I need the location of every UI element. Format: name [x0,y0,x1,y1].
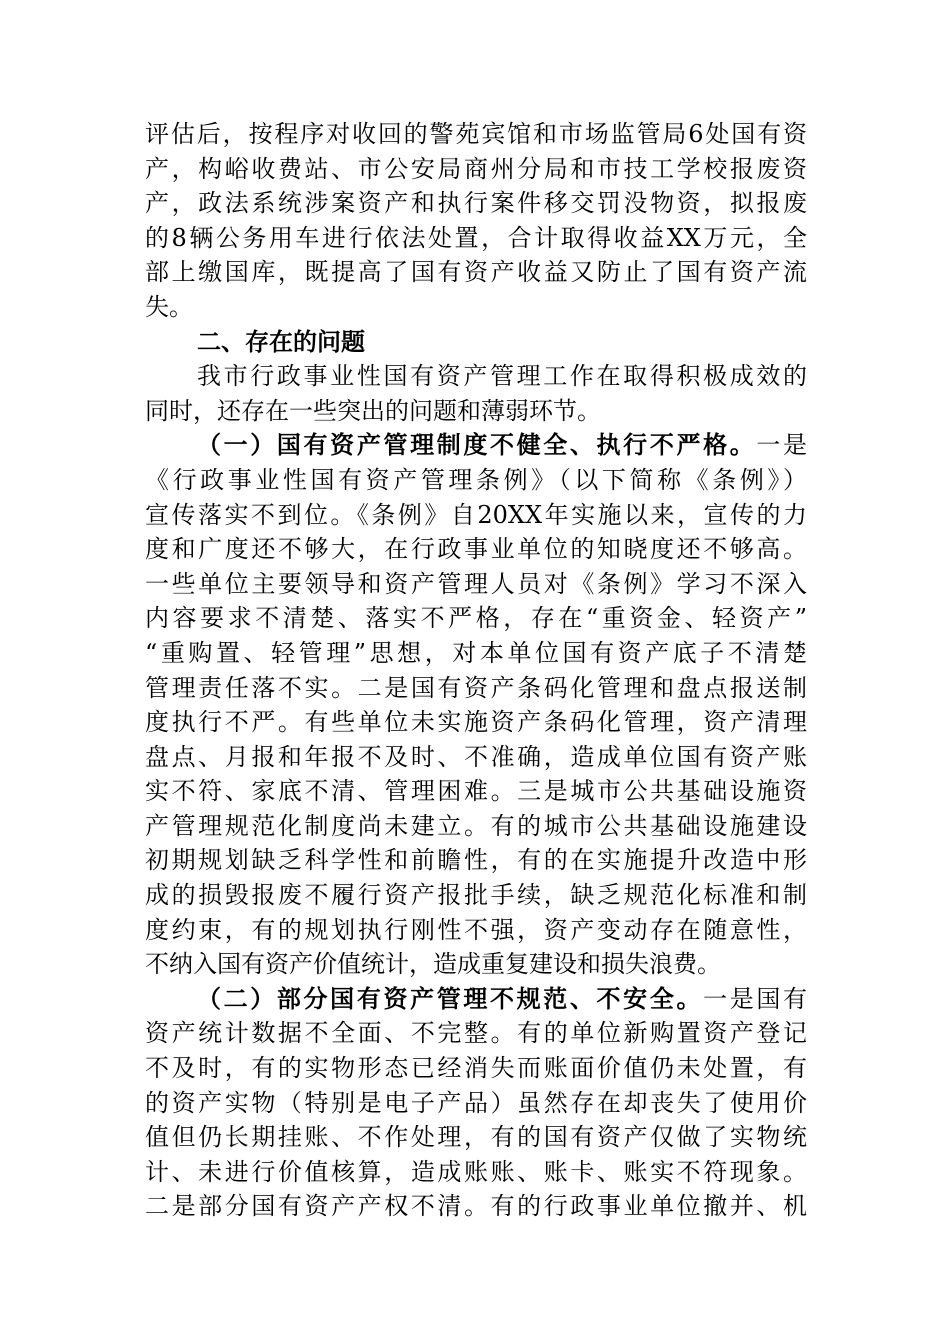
text-line: 部上缴国库，既提高了国有资产收益又防止了国有资产流 [145,258,807,287]
text-line: 计、未进行价值核算，造成账账、账卡、账实不符现象。 [145,1157,807,1186]
text-line: 宣传落实不到位。《条例》自20XX年实施以来，宣传的力 [145,500,807,529]
text-line: 值但仍长期挂账、不作处理，有的国有资产仅做了实物统 [145,1123,807,1152]
text-line: 度执行不严。有些单位未实施资产条码化管理，资产清理 [145,708,807,737]
text-line: 管理责任落不实。二是国有资产条码化管理和盘点报送制 [145,673,807,702]
subheading-problem-1: （一）国有资产管理制度不健全、执行不严格。 [197,430,757,460]
text-line: 的资产实物（特别是电子产品）虽然存在却丧失了使用价 [145,1088,807,1117]
text-line: 我市行政事业性国有资产管理工作在取得积极成效的 [197,362,807,391]
text-line: 的8辆公务用车进行依法处置，合计取得收益XX万元，全 [145,223,807,252]
document-page [145,117,807,1224]
text-line [145,428,807,463]
text-line: 《行政事业性国有资产管理条例》（以下简称《条例》） [145,465,807,494]
text-line: 产，构峪收费站、市公安局商州分局和市技工学校报废资 [145,154,807,183]
text-line: 同时，还存在一些突出的问题和薄弱环节。 [145,396,601,425]
subheading-problem-2: （二）部分国有资产管理不规范、不安全。 [197,983,704,1013]
text-line: 一些单位主要领导和资产管理人员对《条例》学习不深入 [145,569,807,598]
text-line: 评估后，按程序对收回的警苑宾馆和市场监管局6处国有资 [145,120,807,148]
text-line: “重购置、轻管理”思想，对本单位国有资产底子不清楚 [145,638,807,667]
text-line: 初期规划缺乏科学性和前瞻性，有的在实施提升改造中形 [145,846,807,875]
text-line: 度约束，有的规划执行刚性不强，资产变动存在随意性， [145,915,807,944]
text-line: 盘点、月报和年报不及时、不准确，造成单位国有资产账 [145,742,807,771]
text-line: 不及时，有的实物形态已经消失而账面价值仍未处置，有 [145,1054,807,1083]
text-span: 一是国有 [703,984,808,1013]
text-line: 失。 [145,292,193,321]
text-line: 度和广度还不够大，在行政事业单位的知晓度还不够高。 [145,535,807,564]
text-line: 不纳入国有资产价值统计，造成重复建设和损失浪费。 [145,950,721,979]
text-line: 产管理规范化制度尚未建立。有的城市公共基础设施建设 [145,811,807,840]
text-line: 内容要求不清楚、落实不严格，存在“重资金、轻资产” [145,604,807,633]
paragraph-problems-intro [145,359,807,428]
text-line: 实不符、家底不清、管理困难。三是城市公共基础设施资 [145,777,807,806]
section-heading-problems: 二、存在的问题 [197,327,365,356]
text-line: 产，政法系统涉案资产和执行案件移交罚没物资，拟报废 [145,189,807,218]
text-line [145,982,807,1017]
paragraph-problem-2 [145,982,807,1224]
paragraph-asset-disposal [145,117,807,325]
paragraph-problem-1 [145,428,807,982]
text-line: 资产统计数据不全面、不完整。有的单位新购置资产登记 [145,1019,807,1048]
text-span: 一是 [756,431,808,460]
text-line: 成的损毁报废不履行资产报批手续，缺乏规范化标准和制 [145,881,807,910]
text-line: 二是部分国有资产产权不清。有的行政事业单位撤并、机 [145,1192,807,1221]
